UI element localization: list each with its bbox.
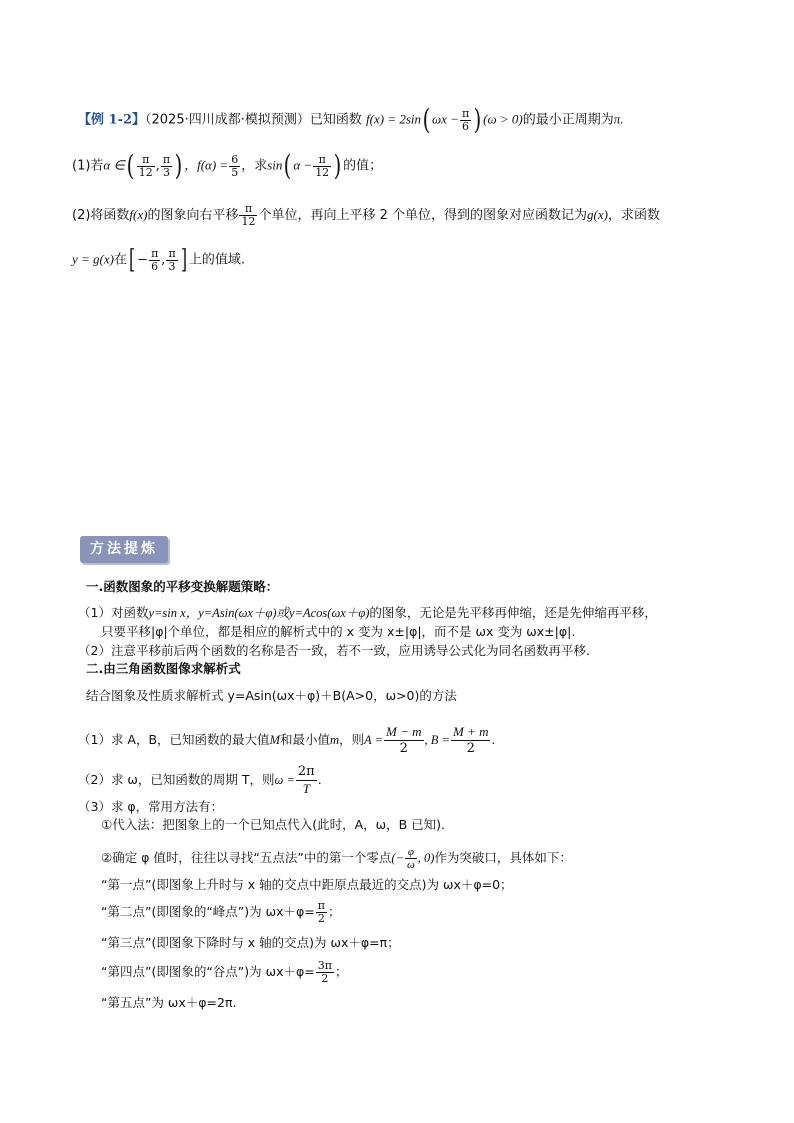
fraction: $\frac{\pi}{12}$ (241, 202, 256, 228)
method-p12: “第四点”(即图象的“谷点”)为 ωx＋φ= $\frac{3\pi}{2}$ ； (101, 959, 348, 985)
fraction: $\frac{6}{5}$ (231, 152, 239, 179)
method-p8: ②确定 φ 值时，往往以寻找“五点法”中的第一个零点(− $\frac{\varphi}{\omega}$ , 0)作为突破口，具体如下： (101, 846, 572, 871)
condition: (ω > 0) (483, 111, 523, 127)
method-p2: （2）注意平移前后两个函数的名称是否一致，若不一致，应用诱导公式化为同名函数再平移. (78, 643, 590, 658)
method-badge: 方法提炼 (80, 536, 168, 563)
method-p4: （1）求 A，B，已知函数的最大值M和最小值m，则A = $\frac{M - m}{2}$ , B = $\frac{M + m}{2}$ . (78, 724, 496, 756)
question-1: (1)若α ∈( $\frac{\pi}{12}$ , $\frac{\pi}{3}$ ) ，f(α) = $\frac{6}{5}$ ，求sin( α − $\frac{\pi}{12}$ ) 的值； (72, 149, 383, 182)
section-heading-1: 一.函数图象的平移变换解题策略： (86, 579, 279, 594)
method-p1-cont: 只要平移|φ|个单位，都是相应的解析式中的 x 变为 x±|φ|，而不是 ωx 变为 ωx±|φ|. (101, 624, 576, 639)
fraction: $\frac{M + m}{2}$ (452, 724, 489, 756)
fraction: $\frac{\pi}{12}$ (315, 152, 330, 179)
fraction: $\frac{\pi}{3}$ (168, 246, 176, 273)
method-p5: （2）求 ω，已知函数的周期 T，则ω = $\frac{2\pi}{T}$ . (78, 764, 322, 796)
function-arg: ωx − (431, 111, 459, 127)
example-statement: 【例 1-2】（2025·四川成都·模拟预测）已知函数 f(x) = 2sin( ωx − $\frac{\pi}{6}$ ) (ω > 0)的最小正周期为π. (78, 103, 624, 136)
period-text: 的最小正周期为 (522, 112, 614, 128)
section-heading-2: 二.由三角函数图像求解析式 (86, 661, 241, 676)
question-2-cont: y = g(x)在[ − $\frac{\pi}{6}$ , $\frac{\pi}{3}$ ] 上的值域. (72, 245, 245, 275)
fraction: $\frac{\pi}{2}$ (317, 899, 325, 925)
method-p11: “第三点”(即图象下降时与 x 轴的交点)为 ωx＋φ=π； (101, 935, 400, 950)
method-p1: （1）对函数y=sin x，y=Asin(ωx＋φ)或y=Acos(ωx＋φ)的图象，无论是先平移再伸缩，还是先伸缩再平移， (78, 605, 657, 620)
method-p10: “第二点”(即图象的“峰点”)为 ωx＋φ= $\frac{\pi}{2}$ ； (101, 899, 341, 925)
fraction: $\frac{\varphi}{\omega}$ (406, 846, 415, 871)
example-source: （2025·四川成都·模拟预测） (145, 112, 310, 128)
fraction: $\frac{2\pi}{T}$ (297, 764, 315, 796)
fraction: $\frac{M - m}{2}$ (386, 724, 422, 756)
example-label: 【例 1-2】 (78, 112, 146, 128)
method-p7: ①代入法：把图象上的一个已知点代入(此时，A，ω，B 已知). (101, 817, 446, 832)
fraction: $\frac{3\pi}{2}$ (317, 959, 332, 985)
fraction: $\frac{\pi}{6}$ (461, 106, 470, 133)
fraction: $\frac{\pi}{12}$ (138, 152, 153, 179)
example-intro: 已知函数 (309, 112, 362, 128)
fraction: $\frac{\pi}{6}$ (151, 246, 159, 273)
method-p3: 结合图象及性质求解析式 y=Asin(ωx＋φ)＋B(A>0，ω>0)的方法 (86, 688, 457, 703)
question-2: (2)将函数f(x)的图象向右平移 $\frac{\pi}{12}$ 个单位，再向上平移 2 个单位，得到的图象对应函数记为g(x)，求函数 (72, 202, 660, 228)
period-value: π. (613, 111, 624, 127)
fraction: $\frac{\pi}{3}$ (162, 152, 171, 179)
method-p6: （3）求 φ，常用方法有： (78, 799, 224, 814)
method-p13: “第五点”为 ωx＋φ=2π. (101, 995, 237, 1010)
method-p9: “第一点”(即图象上升时与 x 轴的交点中距原点最近的交点)为 ωx＋φ=0； (101, 877, 513, 892)
function-f: f(x) = 2sin (366, 111, 422, 127)
